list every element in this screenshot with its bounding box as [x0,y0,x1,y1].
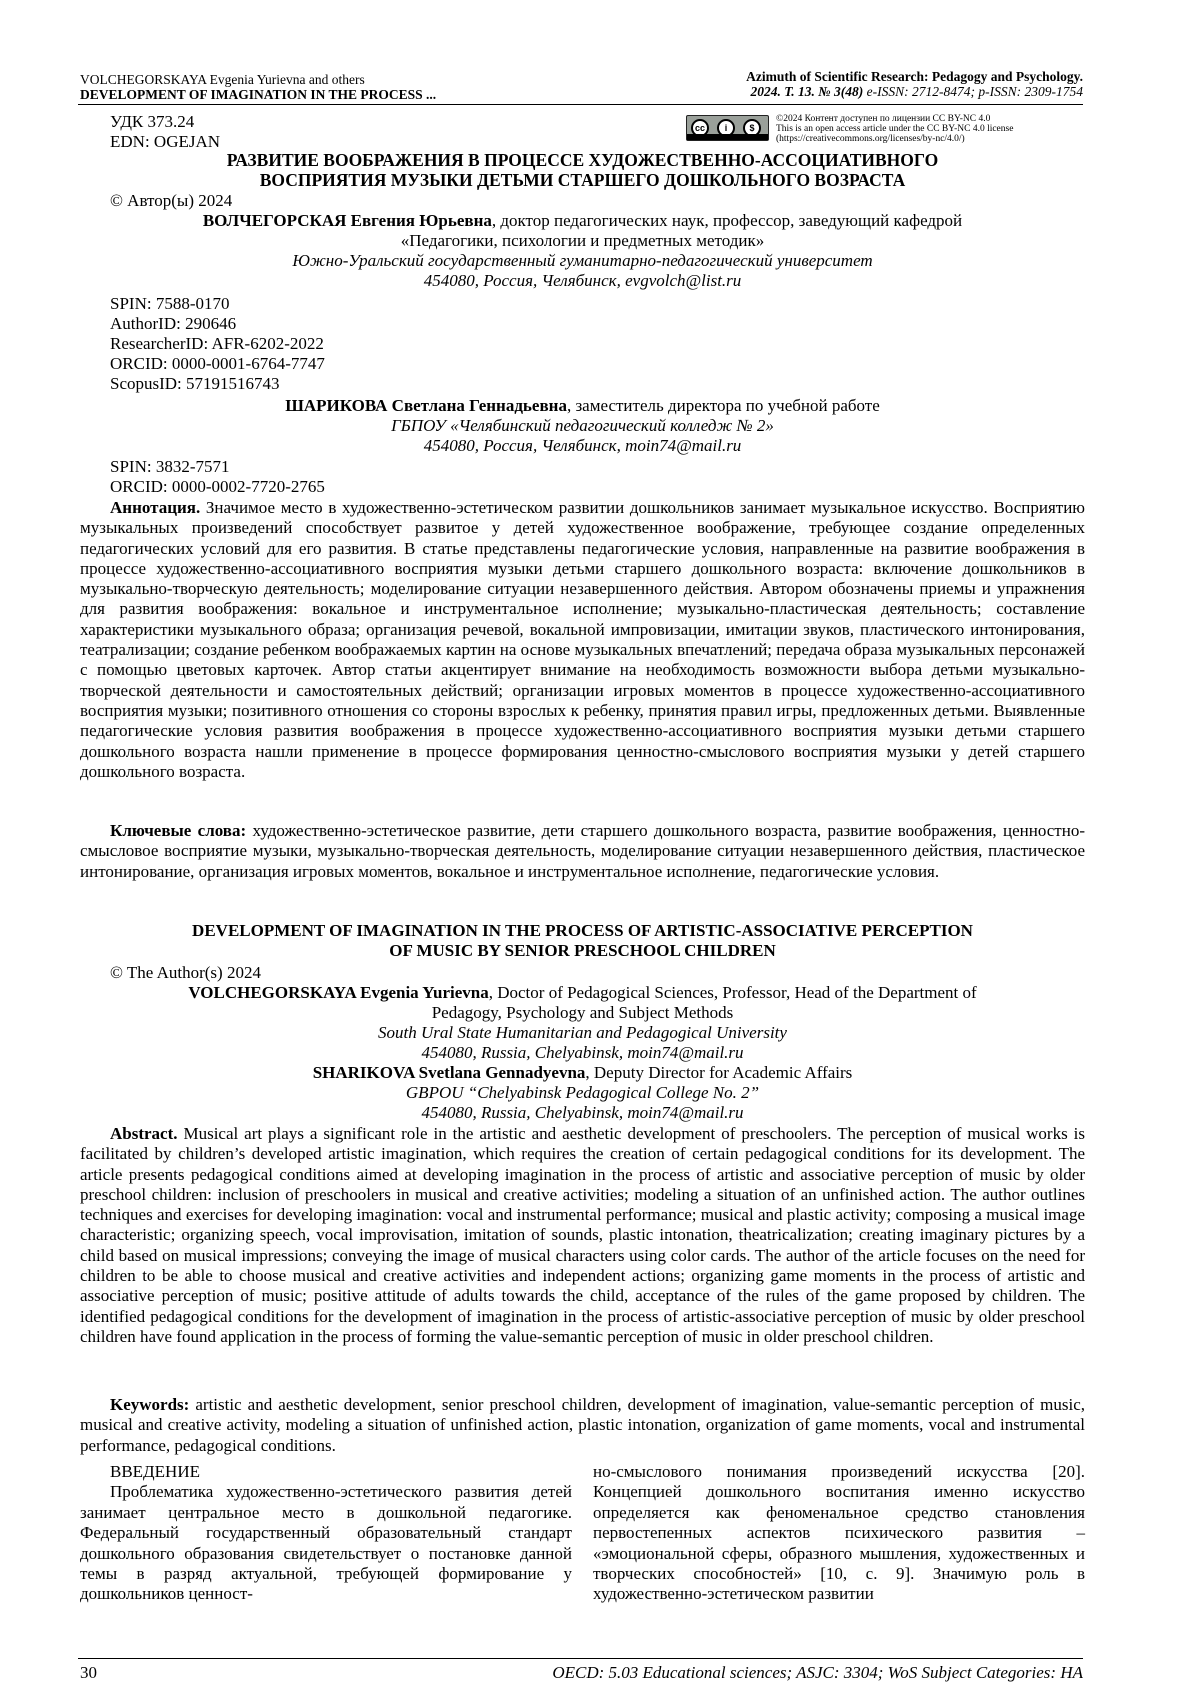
license-text [776,114,1013,144]
ru-author1-org: Южно-Уральский государственный гуманитарно-педагогический университет [292,251,873,270]
en-author2-address: 454080, Russia, Chelyabinsk, moin74@mail.ru [421,1103,744,1122]
by-icon: i [717,119,735,137]
en-author1-dept: Pedagogy, Psychology and Subject Methods [431,1003,734,1022]
section-heading-introduction: ВВЕДЕНИЕ [110,1462,200,1481]
running-header-authors: VOLCHEGORSKAYA Evgenia Yurievna and others [80,72,365,87]
cc-icon: cc [691,119,709,137]
ru-author1-line [80,211,1085,231]
ru-author1-dept: «Педагогики, психологии и предметных методик» [400,231,765,250]
license-line-ru: ©2024 Контент доступен по лицензии CC BY-NC 4.0 [776,114,991,124]
ru-author2-address: 454080, Россия, Челябинск, moin74@mail.ru [423,436,742,455]
body-column-right [593,1462,1085,1605]
en-author1-role: , Doctor of Pedagogical Sciences, Professor, Head of the Department of [488,983,977,1002]
running-header-title: DEVELOPMENT OF IMAGINATION IN THE PROCESS ... [80,87,437,102]
ru-abstract-text: Значимое место в художественно-эстетическом развитии дошкольников занимает музыкальное искусство. Восприятию музыкальных произведений способствует развитое у детей художественное воображение, требующее создание определенных педагогических условий для его развития. В статье представлены педагогические условия, направленные на развитие воображения в процессе художественно-ассоциативного восприятия музыки детьми старшего дошкольного возраста: включение дошкольников в музыкально-творческую деятельность; моделирование ситуации незавершенного действия. Автором обозначены приемы и упражнения для развития воображения: вокальное и инструментальное исполнение; музыкально-пластическая деятельность; составление характеристики музыкального образа; организация речевой, вокальной импровизации, имитации звуков, пластического интонирования, театрализации; создание ребенком воображаемых картин на основе музыкальных впечатлений; передача образа музыкальных персонажей с помощью цветовых карточек. Автор статьи акцентирует внимание на необходимость возможности выбора детьми музыкально-творческой деятельности и самостоятельных действий; организации игровых моментов в процессе художественно-ассоциативного восприятия музыки; позитивного отношения со стороны взрослых к ребенку, принятия правил игры, предложенных детьми. Выявленные педагогические условия развития воображения в процессе художественно-ассоциативного восприятия музыки детьми старшего дошкольного возраста нашли применение в процессе формирования ценностно-смыслового восприятия музыки у детей старшего дошкольного возраста. [80,498,1085,781]
journal-name: Azimuth of Scientific Research: Pedagogy and Psychology. [746,69,1083,84]
subject-classification: OECD: 5.03 Educational sciences; ASJC: 3304; WoS Subject Categories: HA [552,1663,1083,1682]
journal-volume: 2024. T. 13. № 3(48) [750,84,864,99]
en-author2-role: , Deputy Director for Academic Affairs [585,1063,853,1082]
body-column-left [80,1462,572,1605]
ru-abstract [80,498,1085,782]
en-title-line-1: DEVELOPMENT OF IMAGINATION IN THE PROCESS OF ARTISTIC-ASSOCIATIVE PERCEPTION [192,921,973,940]
ru-author1-block [80,211,1085,291]
ru-author1-address: 454080, Россия, Челябинск, evgvolch@list.ru [423,271,742,290]
ru-abstract-label: Аннотация. [110,498,201,517]
id-authorid: AuthorID: 290646 [110,314,237,333]
license-line-en: This is an open access article under the CC BY-NC 4.0 license [776,124,1014,134]
license-url[interactable]: (https://creativecommons.org/licenses/by-nc/4.0/) [776,134,965,144]
ru-author1-id-list [110,294,325,394]
en-author1-org: South Ural State Humanitarian and Pedagogical University [378,1023,787,1042]
license-block [686,114,1086,142]
id-orcid: ORCID: 0000-0001-6764-7747 [110,354,325,373]
ru-author2-org: ГБПОУ «Челябинский педагогический колледж № 2» [391,416,774,435]
en-author2-block [80,1063,1085,1123]
en-author1-name: VOLCHEGORSKAYA Evgenia Yurievna [188,983,489,1002]
id-orcid-2: ORCID: 0000-0002-7720-2765 [110,477,325,496]
body-right-paragraph: но-смыслового понимания произведений искусства [20]. Концепцией дошкольного воспитания именно искусство определяется как феноменальное средство становления первостепенных аспектов психического развития – «эмоциональной сферы, образного мышления, художественных и творческих способностей» [10, с. 9]. Значимую роль в художественно-эстетическом развитии [593,1462,1085,1604]
en-author2-name: SHARIKOVA Svetlana Gennadyevna [312,1063,586,1082]
ru-author2-role: , заместитель директора по учебной работе [566,396,880,415]
ru-title-line-2: ВОСПРИЯТИЯ МУЗЫКИ ДЕТЬМИ СТАРШЕГО ДОШКОЛЬНОГО ВОЗРАСТА [259,170,906,190]
header-divider [78,104,1083,105]
id-spin-2: SPIN: 3832-7571 [110,457,230,476]
ru-keywords-text: художественно-эстетическое развитие, дети старшего дошкольного возраста, развитие воображения, ценностно-смысловое восприятие музыки, музыкально-творческая деятельность, моделирование ситуации незавершенного действия, пластическое интонирование, организация игровых моментов, вокальное и инструментальное исполнение, педагогические условия. [80,821,1085,881]
ru-copyright: © Автор(ы) 2024 [110,191,233,210]
footer-divider [78,1658,1083,1659]
ru-keywords [80,821,1085,882]
ru-author1-role: , доктор педагогических наук, профессор, заведующий кафедрой [491,211,963,230]
page-number: 30 [80,1663,97,1682]
journal-issn: e-ISSN: 2712-8474; p-ISSN: 2309-1754 [863,84,1083,99]
en-copyright: © The Author(s) 2024 [110,963,261,982]
en-abstract-label: Abstract. [110,1124,178,1143]
ru-author2-name: ШАРИКОВА Светлана Геннадьевна [285,396,567,415]
ru-author2-line [80,396,1085,416]
udk-block [110,112,220,152]
en-abstract [80,1124,1085,1347]
en-author1-line [80,983,1085,1003]
edn-code: EDN: OGEJAN [110,132,221,151]
en-abstract-text: Musical art plays a significant role in the artistic and aesthetic development of preschoolers. The perception of musical works is facilitated by children’s developed artistic imagination, which requires the creation of certain pedagogical conditions for its development. The article presents pedagogical conditions aimed at developing imagination in the process of artistic and associative perception of music by older preschool children: inclusion of preschoolers in musical and creative activities; modeling a situation of an unfinished action. The author outlines techniques and exercises for developing imagination: vocal and instrumental performance; musical and plastic activity; composing a musical image characteristic; organizing speech, vocal improvisation, imitation of sounds, plastic intonation, theatricalization; creating imaginary pictures by a child based on musical impressions; conveying the image of musical characters using color cards. The author of the article focuses on the need for children to be able to choose musical and creative activities and independent actions; organizing game moments in the process of artistic and associative perception of music; positive attitude of adults towards the child, acceptance of the rules of the game proposed by children. The identified pedagogical conditions for the development of imagination in the process of artistic-associative perception of music by older preschool children have found application in the process of forming the value-semantic perception of music in older preschool children. [80,1124,1085,1346]
id-spin: SPIN: 7588-0170 [110,294,230,313]
ru-title-line-1: РАЗВИТИЕ ВООБРАЖЕНИЯ В ПРОЦЕССЕ ХУДОЖЕСТВЕННО-АССОЦИАТИВНОГО [226,150,939,170]
en-keywords [80,1395,1085,1456]
udk-code: УДК 373.24 [110,112,195,131]
en-author2-line [80,1063,1085,1083]
id-researcherid: ResearcherID: AFR-6202-2022 [110,334,324,353]
en-title-line-2: OF MUSIC BY SENIOR PRESCHOOL CHILDREN [389,941,776,960]
en-keywords-text: artistic and aesthetic development, senior preschool children, development of imagination, value-semantic perception of music, musical and creative activity, modeling a situation of unfinished action, plastic intonation, organization of game moments, vocal and instrumental performance, pedagogical conditions. [80,1395,1085,1455]
running-header-left [80,72,640,102]
en-article-title [80,921,1085,961]
nc-icon: $ [743,119,761,137]
ru-article-title [80,150,1085,190]
ru-author1-name: ВОЛЧЕГОРСКАЯ Евгения Юрьевна [202,211,492,230]
running-header-right [603,69,1083,99]
ru-keywords-label: Ключевые слова: [110,821,247,840]
id-scopusid: ScopusID: 57191516743 [110,374,280,393]
badge-strip [687,134,768,140]
en-keywords-label: Keywords: [110,1395,190,1414]
cc-license-badge-icon[interactable] [686,115,769,141]
en-author1-block [80,983,1085,1063]
body-left-paragraph: Проблематика художественно-эстетического развития детей занимает центральное место в дошкольной педагогике. Федеральный государственный образовательный стандарт дошкольного образования свидетельствует о постановке данной темы в разряд актуальной, требующей формирование у дошкольников ценност- [80,1482,572,1604]
ru-author2-id-list [110,457,325,497]
ru-author2-block [80,396,1085,456]
en-author1-address: 454080, Russia, Chelyabinsk, moin74@mail.ru [421,1043,744,1062]
en-author2-org: GBPOU “Chelyabinsk Pedagogical College No. 2” [405,1083,760,1102]
journal-issue [603,84,1083,99]
